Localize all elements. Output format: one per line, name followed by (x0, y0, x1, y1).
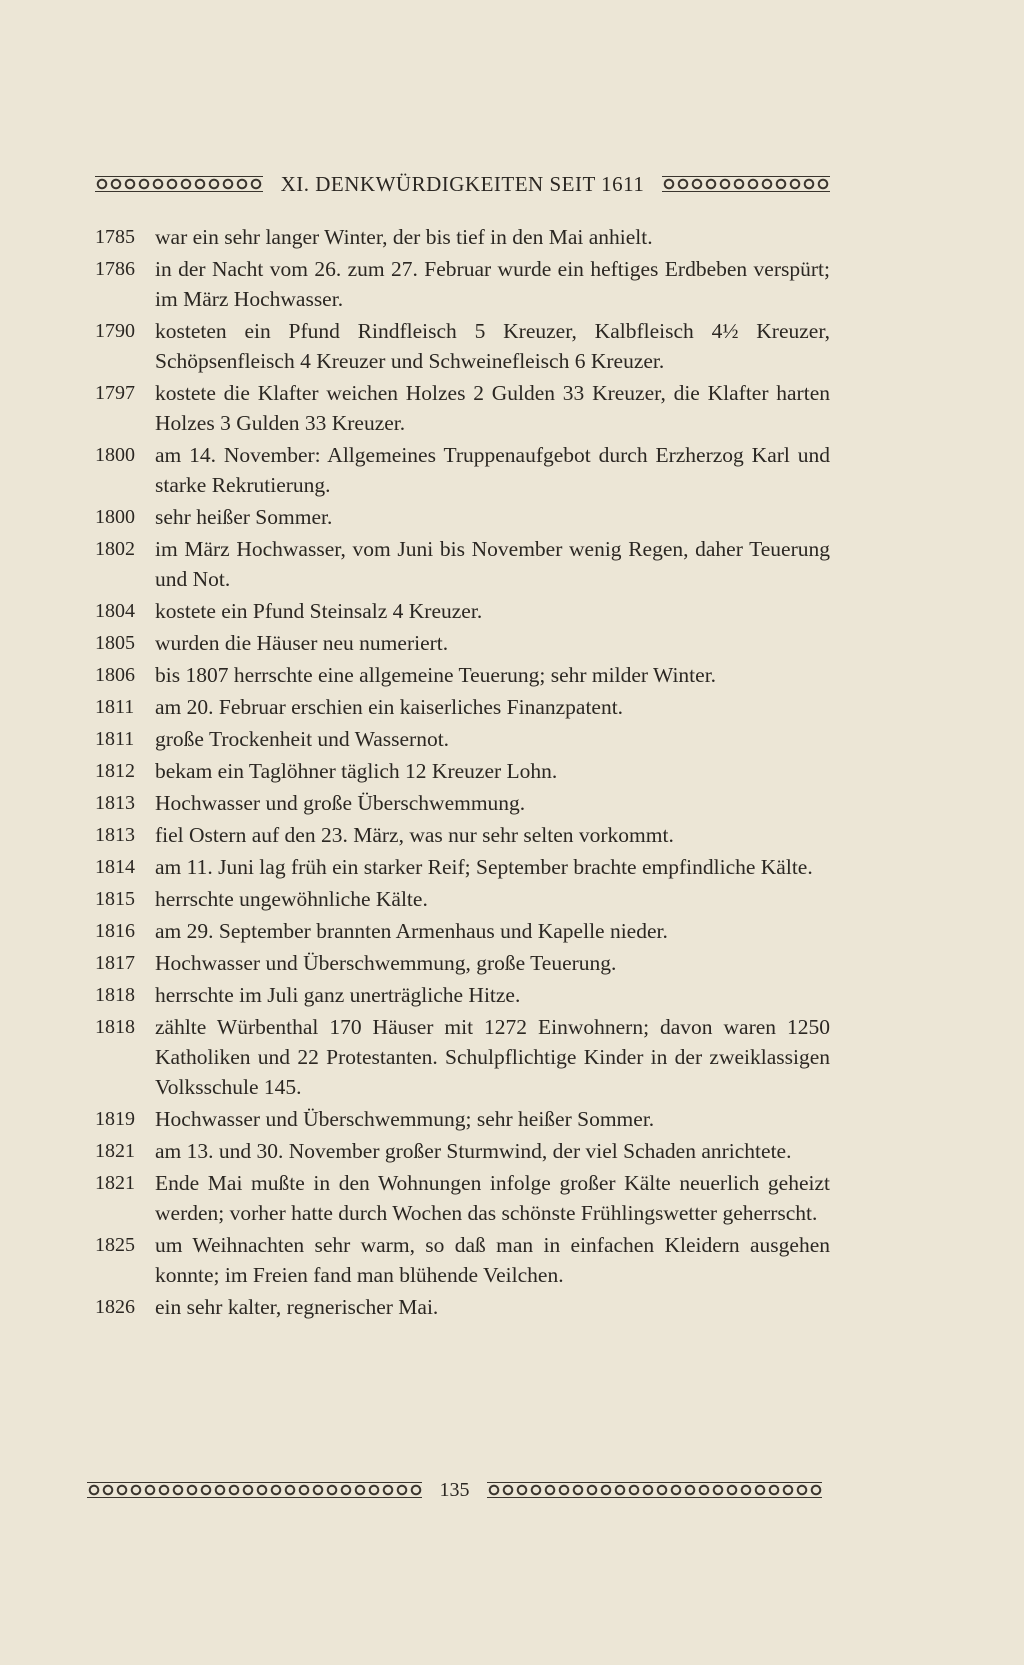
chronicle-entry (95, 502, 830, 532)
entry-year: 1805 (95, 632, 135, 654)
chronicle-entry (95, 788, 830, 818)
entry-year: 1821 (95, 1140, 135, 1162)
entry-year: 1785 (95, 226, 135, 248)
entry-text: ein sehr kalter, regnerischer Mai. (155, 1295, 439, 1319)
chronicle-entry (95, 852, 830, 882)
entry-text: war ein sehr langer Winter, der bis tief in den Mai anhielt. (155, 225, 653, 249)
chronicle-entry (95, 1230, 830, 1290)
entry-text: am 29. September brannten Armenhaus und Kapelle nieder. (155, 919, 668, 943)
entry-year: 1804 (95, 600, 135, 622)
entry-text: am 14. November: Allgemeines Truppenaufgebot durch Erzherzog Karl und starke Rekrutierung. (155, 443, 830, 497)
chronicle-entry (95, 1012, 830, 1102)
entry-text: herrschte ungewöhnliche Kälte. (155, 887, 428, 911)
entry-year: 1819 (95, 1108, 135, 1130)
entry-text: am 11. Juni lag früh ein starker Reif; September brachte empfindliche Kälte. (155, 855, 813, 879)
entry-year: 1806 (95, 664, 135, 686)
entry-year: 1825 (95, 1234, 135, 1256)
entry-text: in der Nacht vom 26. zum 27. Februar wurde ein heftiges Erdbeben verspürt; im März Hochwasser. (155, 257, 830, 311)
entry-year: 1786 (95, 258, 135, 280)
entry-text: Hochwasser und Überschwemmung; sehr heißer Sommer. (155, 1107, 655, 1131)
entry-year: 1811 (95, 728, 135, 750)
entry-year: 1817 (95, 952, 135, 974)
chronicle-entries (95, 222, 830, 1324)
entry-text: im März Hochwasser, vom Juni bis November wenig Regen, daher Teuerung und Not. (155, 537, 830, 591)
chronicle-entry (95, 756, 830, 786)
entry-text: sehr heißer Sommer. (155, 505, 333, 529)
chronicle-entry (95, 534, 830, 594)
chronicle-entry (95, 254, 830, 314)
entry-text: bekam ein Taglöhner täglich 12 Kreuzer Lohn. (155, 759, 558, 783)
entry-text: um Weihnachten sehr warm, so daß man in einfachen Kleidern ausgehen konnte; im Freien fand man blühende Veilchen. (155, 1233, 830, 1287)
entry-text: kostete ein Pfund Steinsalz 4 Kreuzer. (155, 599, 483, 623)
page-footer (87, 1475, 822, 1505)
entry-year: 1814 (95, 856, 135, 878)
chronicle-entry (95, 724, 830, 754)
header-ornament-left (95, 176, 263, 192)
entry-year: 1800 (95, 506, 135, 528)
chronicle-entry (95, 1104, 830, 1134)
entry-year: 1790 (95, 320, 135, 342)
entry-text: herrschte im Juli ganz unerträgliche Hitze. (155, 983, 521, 1007)
chronicle-entry (95, 980, 830, 1010)
chronicle-entry (95, 316, 830, 376)
footer-ornament-left (87, 1482, 422, 1498)
entry-year: 1815 (95, 888, 135, 910)
entry-year: 1816 (95, 920, 135, 942)
entry-year: 1818 (95, 1016, 135, 1038)
chapter-title: XI. DENKWÜRDIGKEITEN SEIT 1611 (280, 171, 645, 196)
entry-year: 1811 (95, 696, 135, 718)
chronicle-entry (95, 948, 830, 978)
entry-text: zählte Würbenthal 170 Häuser mit 1272 Einwohnern; davon waren 1250 Katholiken und 22 Protestanten. Schulpflichtige Kinder in der zweiklassigen Volksschule 145. (155, 1015, 830, 1099)
chronicle-entry (95, 820, 830, 850)
entry-text: Hochwasser und Überschwemmung, große Teuerung. (155, 951, 617, 975)
chronicle-entry (95, 1292, 830, 1322)
entry-text: am 13. und 30. November großer Sturmwind, der viel Schaden anrichtete. (155, 1139, 792, 1163)
header-ornament-right (662, 176, 830, 192)
entry-text: kosteten ein Pfund Rindfleisch 5 Kreuzer, Kalbfleisch 4½ Kreuzer, Schöpsenfleisch 4 Kreuzer und Schweinefleisch 6 Kreuzer. (155, 319, 830, 373)
entry-text: wurden die Häuser neu numeriert. (155, 631, 449, 655)
entry-year: 1802 (95, 538, 135, 560)
chronicle-entry (95, 1168, 830, 1228)
entry-text: am 20. Februar erschien ein kaiserliches Finanzpatent. (155, 695, 624, 719)
entry-text: bis 1807 herrschte eine allgemeine Teuerung; sehr milder Winter. (155, 663, 717, 687)
entry-text: Hochwasser und große Überschwemmung. (155, 791, 526, 815)
entry-text: fiel Ostern auf den 23. März, was nur sehr selten vorkommt. (155, 823, 674, 847)
entry-year: 1821 (95, 1172, 135, 1194)
entry-year: 1797 (95, 382, 135, 404)
entry-year: 1826 (95, 1296, 135, 1318)
chronicle-entry (95, 884, 830, 914)
entry-text: kostete die Klafter weichen Holzes 2 Gulden 33 Kreuzer, die Klafter harten Holzes 3 Gulden 33 Kreuzer. (155, 381, 830, 435)
entry-year: 1813 (95, 792, 135, 814)
chronicle-entry (95, 596, 830, 626)
chronicle-entry (95, 1136, 830, 1166)
entry-year: 1818 (95, 984, 135, 1006)
chronicle-entry (95, 222, 830, 252)
chronicle-entry (95, 378, 830, 438)
footer-ornament-right (487, 1482, 822, 1498)
running-header (95, 168, 830, 200)
entry-year: 1800 (95, 444, 135, 466)
entry-text: große Trockenheit und Wassernot. (155, 727, 450, 751)
page-number: 135 (439, 1478, 470, 1501)
entry-year: 1813 (95, 824, 135, 846)
entry-year: 1812 (95, 760, 135, 782)
chronicle-entry (95, 628, 830, 658)
chronicle-entry (95, 916, 830, 946)
chronicle-entry (95, 692, 830, 722)
chronicle-entry (95, 440, 830, 500)
chronicle-entry (95, 660, 830, 690)
entry-text: Ende Mai mußte in den Wohnungen infolge großer Kälte neuerlich geheizt werden; vorher hatte durch Wochen das schönste Frühlingswetter geherrscht. (155, 1171, 830, 1225)
